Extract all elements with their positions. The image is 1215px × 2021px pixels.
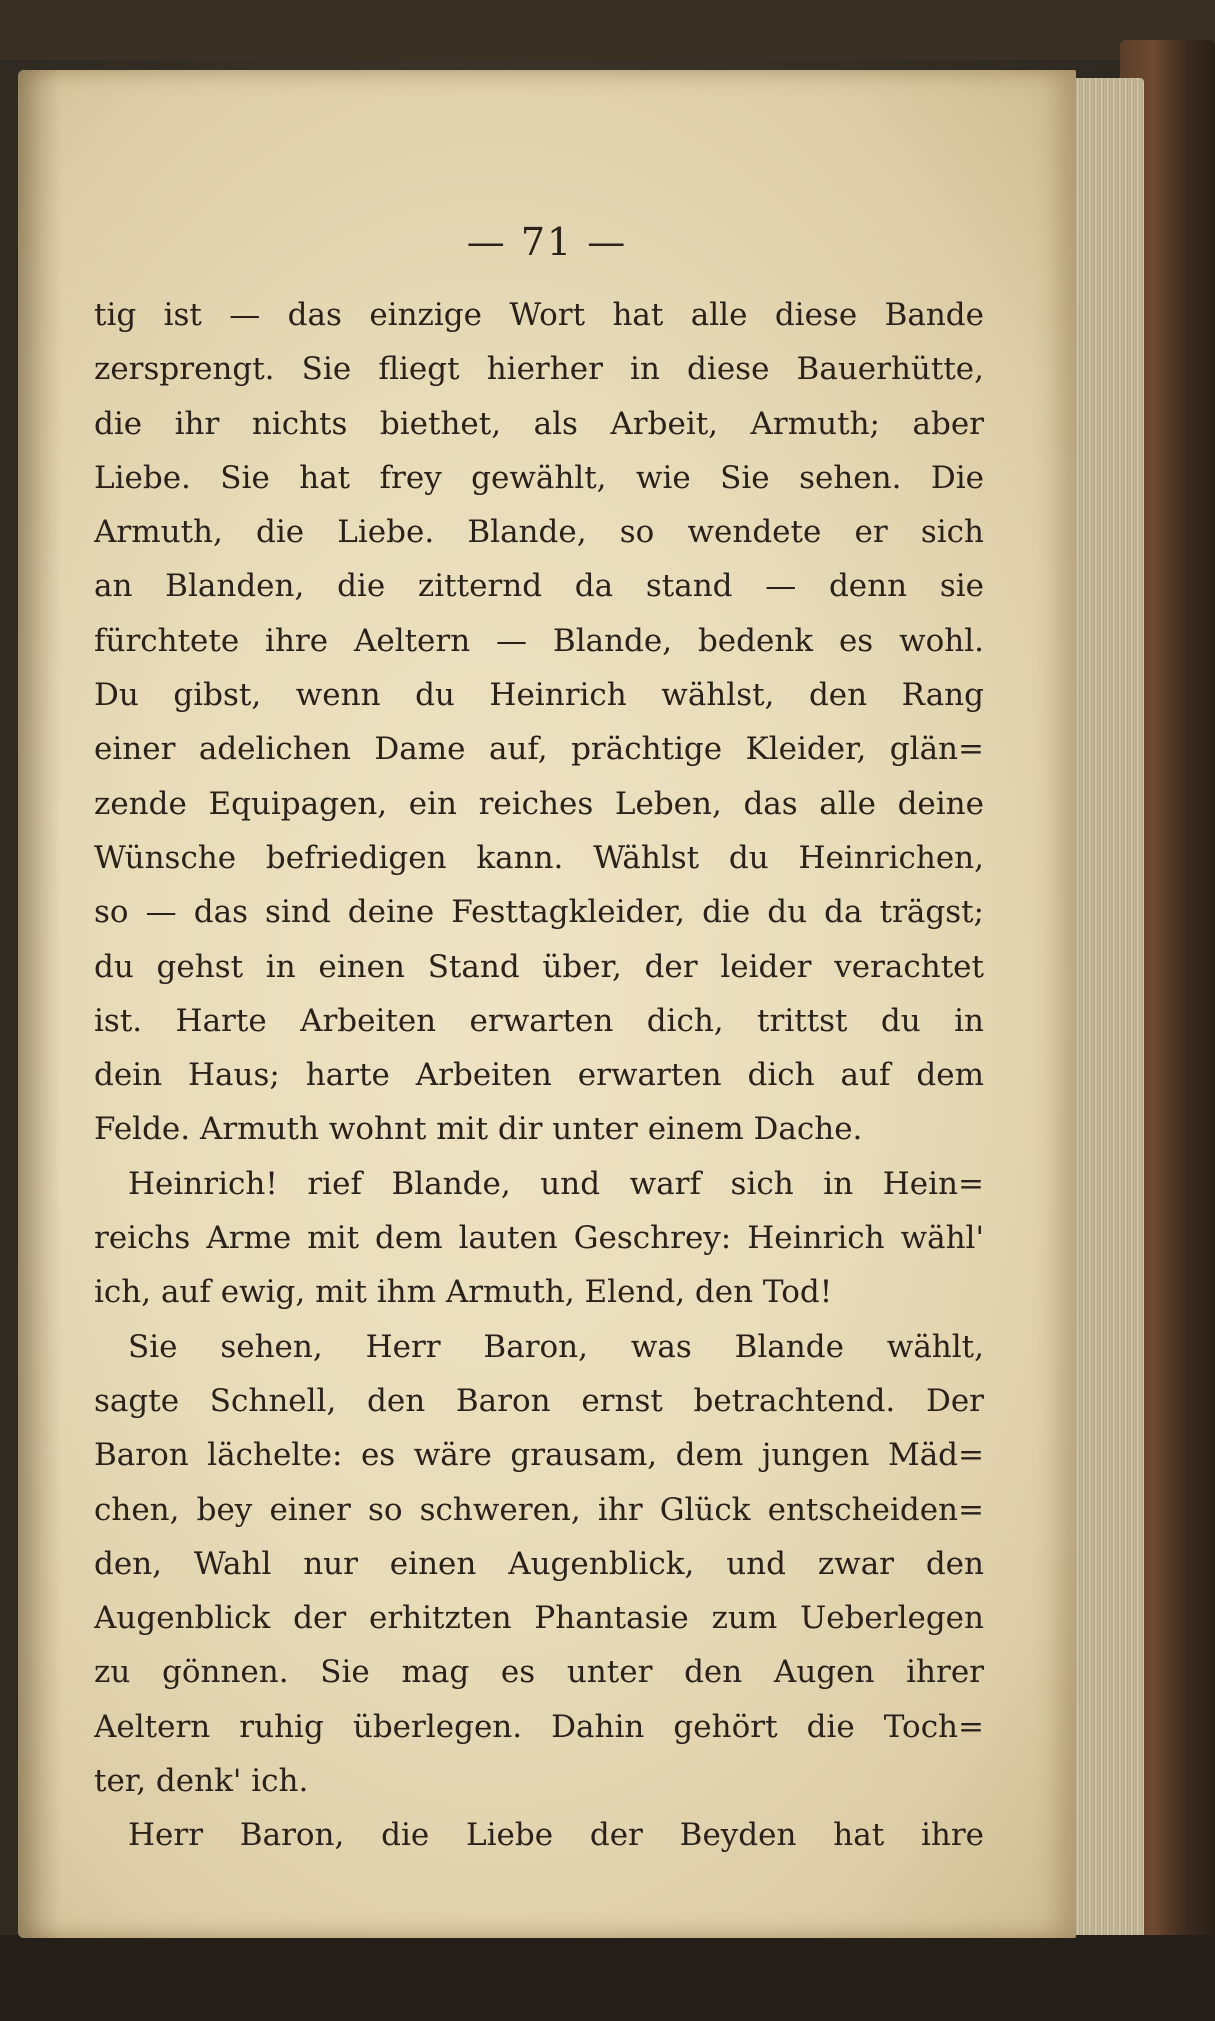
text-line: Wünsche befriedigen kann. Wählst du Heinrichen, xyxy=(94,839,984,876)
page-body xyxy=(94,288,984,1863)
text-line: tig ist — das einzige Wort hat alle diese Bande xyxy=(94,297,984,333)
book-cover-top xyxy=(0,0,1215,60)
text-line: Baron lächelte: es wäre grausam, dem jungen Mäd= xyxy=(94,1437,984,1474)
text-line: dein Haus; harte Arbeiten erwarten dich auf dem xyxy=(94,1057,984,1094)
page-number: — 71 — xyxy=(466,220,628,264)
text-line: ter, denk' ich. xyxy=(94,1763,309,1800)
text-line: Aeltern ruhig überlegen. Dahin gehört die Toch= xyxy=(94,1708,984,1745)
text-line: an Blanden, die zitternd da stand — denn sie xyxy=(94,568,984,605)
page-gutter xyxy=(18,70,62,1938)
text-line: Felde. Armuth wohnt mit dir unter einem Dache. xyxy=(94,1111,863,1148)
text-line: ist. Harte Arbeiten erwarten dich, trittst du in xyxy=(94,1002,984,1039)
text-line: du gehst in einen Stand über, der leider verachtet xyxy=(94,948,984,985)
text-line: Sie sehen, Herr Baron, was Blande wählt, xyxy=(128,1328,984,1365)
text-line: die ihr nichts biethet, als Arbeit, Armuth; aber xyxy=(94,405,984,442)
text-line: zende Equipagen, ein reiches Leben, das alle deine xyxy=(94,785,984,822)
text-line: Herr Baron, die Liebe der Beyden hat ihre xyxy=(128,1817,984,1854)
text-line: Du gibst, wenn du Heinrich wählst, den Rang xyxy=(94,677,984,714)
text-line: Liebe. Sie hat frey gewählt, wie Sie sehen. Die xyxy=(94,459,984,496)
book-cover-bottom xyxy=(0,1935,1215,2021)
text-line: zu gönnen. Sie mag es unter den Augen ihrer xyxy=(94,1654,984,1691)
text-line: einer adelichen Dame auf, prächtige Kleider, glän= xyxy=(94,731,984,768)
text-line: zersprengt. Sie fliegt hierher in diese Bauerhütte, xyxy=(94,351,984,388)
text-line: chen, bey einer so schweren, ihr Glück entscheiden= xyxy=(94,1491,984,1528)
text-line: ich, auf ewig, mit ihm Armuth, Elend, den Tod! xyxy=(94,1274,833,1311)
text-line: den, Wahl nur einen Augenblick, und zwar den xyxy=(94,1545,984,1582)
text-line: Armuth, die Liebe. Blande, so wendete er sich xyxy=(94,514,984,551)
text-line: fürchtete ihre Aeltern — Blande, bedenk es wohl. xyxy=(94,622,984,659)
text-line: Heinrich! rief Blande, und warf sich in Hein= xyxy=(128,1165,984,1202)
text-line: Augenblick der erhitzten Phantasie zum Ueberlegen xyxy=(94,1600,984,1637)
text-line: so — das sind deine Festtagkleider, die du da trägst; xyxy=(94,894,984,931)
text-line: sagte Schnell, den Baron ernst betrachtend. Der xyxy=(94,1382,984,1419)
text-line: reichs Arme mit dem lauten Geschrey: Heinrich wähl' xyxy=(94,1220,984,1257)
book-page xyxy=(18,70,1076,1938)
